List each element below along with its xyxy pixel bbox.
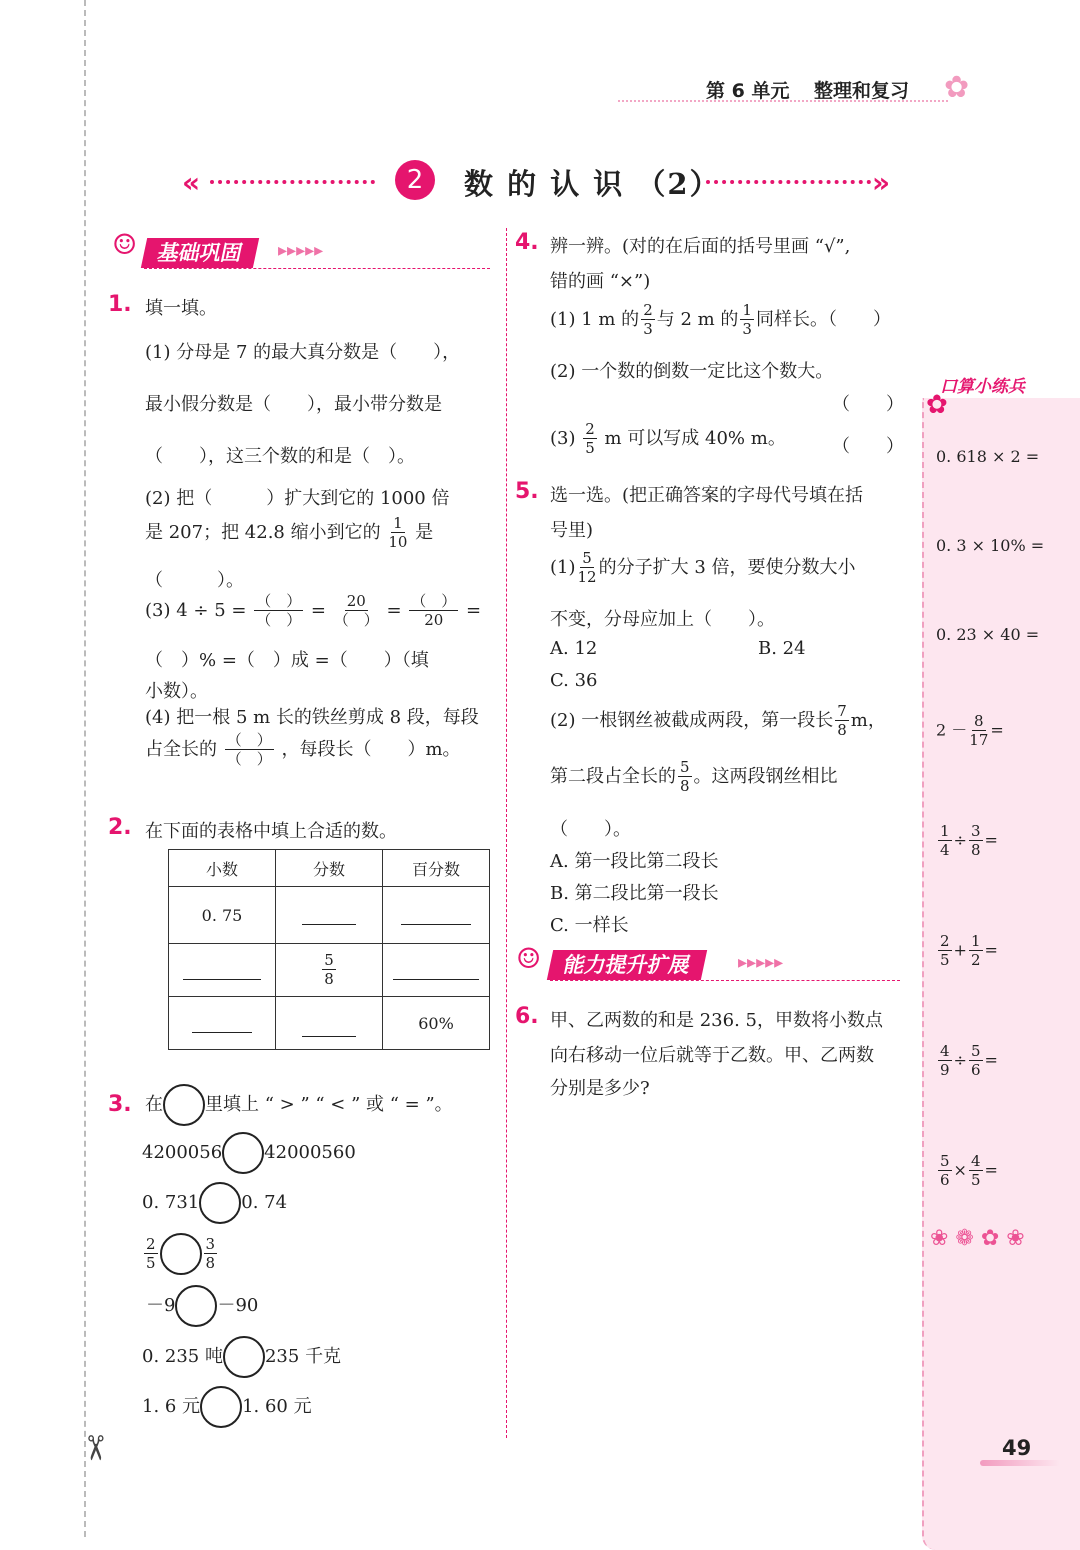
q1-number: 1.	[108, 292, 132, 317]
q3-number: 3.	[108, 1092, 132, 1117]
q4-title2: 错的画 “×”)	[550, 271, 651, 292]
fraction: $\frac{2}{3}$	[643, 301, 653, 338]
q5-option-c: C. 36	[550, 670, 598, 691]
q4-s2-paren[interactable]: （ ）	[832, 394, 904, 415]
compare-circle[interactable]	[222, 1132, 264, 1174]
shell-decoration-icon: ❀ ❁ ✿ ❀	[930, 1226, 1025, 1251]
flower-icon: ✿	[926, 390, 948, 420]
q2-number: 2.	[108, 815, 132, 840]
q1-p2c: （ ）。	[145, 570, 244, 591]
title-dots-right	[706, 180, 871, 184]
title-dots-left	[210, 180, 375, 184]
table-cell: $\frac{5}{8}$	[276, 944, 383, 997]
q6-number: 6.	[515, 1004, 539, 1029]
compare-circle[interactable]	[223, 1336, 265, 1378]
left-arrows-icon: «	[182, 166, 201, 199]
q3-item	[142, 1233, 219, 1275]
right-arrows-icon: »	[872, 166, 891, 199]
section-advanced: 能力提升扩展	[547, 950, 707, 980]
q6-line3: 分别是多少?	[550, 1078, 650, 1099]
section-rule-left	[144, 268, 490, 269]
compare-circle[interactable]	[160, 1233, 202, 1275]
unit-title: 整理和复习	[814, 80, 910, 102]
mental-item: 0. 3 × 10% =	[936, 536, 1045, 555]
compare-circle[interactable]	[199, 1182, 241, 1224]
q6-line1: 甲、乙两数的和是 236. 5，甲数将小数点	[550, 1010, 883, 1031]
answer-blank[interactable]	[383, 944, 490, 997]
conversion-table	[168, 849, 490, 1050]
q5-s2c: （ ）。	[550, 819, 631, 840]
q6-line2: 向右移动一位后就等于乙数。甲、乙两数	[550, 1045, 874, 1066]
chapter-badge: 2	[395, 160, 435, 200]
blank-fraction: $\frac{( )}{( )}$	[256, 592, 302, 629]
section-rule-right	[550, 980, 900, 981]
mental-math-sidebar	[922, 398, 1080, 1550]
q5-number: 5.	[515, 479, 539, 504]
table-cell: 0. 75	[169, 887, 276, 944]
q1-p2b: 是 207；把 42.8 缩小到它的 $\frac{1}{10}$ 是	[145, 514, 434, 551]
answer-blank[interactable]	[169, 997, 276, 1050]
q5-option2-c: C. 一样长	[550, 915, 629, 936]
q1-p1b: 最小假分数是（ ），最小带分数是	[145, 394, 442, 415]
fraction: $\frac{( )}{20}$	[411, 592, 457, 629]
mental-item: $\frac{4}{9}$ ÷ $\frac{5}{6}$ =	[940, 1042, 998, 1079]
fraction: $\frac{20}{( )}$	[333, 592, 379, 629]
compare-circle	[163, 1084, 205, 1126]
fraction: $\frac{1}{3}$	[742, 301, 752, 338]
q1-p3b: （ ）% =（ ）成 =（ ）（填	[145, 650, 429, 671]
q1-p1a: (1) 分母是 7 的最大真分数是（ ），	[145, 342, 461, 363]
q5-option-a: A. 12	[550, 638, 598, 659]
page-number-bar	[980, 1460, 1060, 1466]
q3-item: －9 －90	[146, 1285, 258, 1327]
fraction: $\frac{2}{5}$	[146, 1235, 156, 1272]
table-header: 百分数	[383, 850, 490, 887]
girl-icon: ☺	[516, 942, 542, 975]
scissors-icon: ✂	[74, 1433, 115, 1463]
q5-option-b: B. 24	[758, 638, 806, 659]
blank-fraction: $\frac{( )}{( )}$	[226, 731, 272, 768]
q3-item: 0. 235 吨 235 千克	[142, 1336, 341, 1378]
mental-item: 0. 23 × 40 =	[936, 625, 1040, 644]
q2-title: 在下面的表格中填上合适的数。	[145, 821, 397, 842]
section-basic: 基础巩固	[141, 238, 259, 268]
q3-item: 4200056 42000560	[142, 1132, 356, 1174]
mental-item: $\frac{5}{6}$ × $\frac{4}{5}$ =	[940, 1152, 998, 1189]
q5-s2b: 第二段占全长的 $\frac{5}{8}$ 。这两段钢丝相比	[550, 758, 838, 795]
q1-p2a: (2) 把（ ）扩大到它的 1000 倍	[145, 488, 450, 509]
mental-item: $\frac{2}{5}$ + $\frac{1}{2}$ =	[940, 932, 998, 969]
q5-s1b: 不变，分母应加上（ ）。	[550, 609, 775, 630]
fraction: $\frac{2}{5}$	[585, 420, 595, 457]
q4-s3: (3) $\frac{2}{5}$ m 可以写成 40% m。	[550, 420, 786, 457]
q1-p4b: 占全长的 $\frac{( )}{( )}$ ，每段长（ ）m。	[145, 731, 461, 768]
fraction: $\frac{3}{8}$	[205, 1235, 216, 1272]
q1-p3c: 小数）。	[145, 681, 208, 702]
header-rule	[618, 100, 948, 102]
girl-icon: ☺	[112, 228, 138, 261]
q1-p4a: (4) 把一根 5 m 长的铁丝剪成 8 段，每段	[145, 707, 479, 728]
mental-item: 2 － $\frac{8}{17}$ =	[936, 712, 1004, 749]
table-header: 分数	[276, 850, 383, 887]
answer-blank[interactable]	[383, 887, 490, 944]
q5-option2-b: B. 第二段比第一段长	[550, 883, 719, 904]
q5-title: 选一选。(把正确答案的字母代号填在括	[550, 485, 864, 506]
q3-item: 0. 731 0. 74	[142, 1182, 287, 1224]
chapter-title: 数 的 认 识 （2）	[464, 167, 721, 201]
q5-title2: 号里)	[550, 520, 594, 541]
q1-title: 填一填。	[145, 298, 217, 319]
page-number: 49	[1002, 1436, 1032, 1460]
answer-blank[interactable]	[169, 944, 276, 997]
q4-s3-paren[interactable]: （ ）	[832, 436, 904, 457]
q1-p3a: (3) 4 ÷ 5 = $\frac{( )}{( )}$ = $\frac{20}{( )}$ = $\frac{( )}{20}$ =	[145, 592, 482, 629]
q4-number: 4.	[515, 230, 539, 255]
table-cell: 60%	[383, 997, 490, 1050]
q4-s2: (2) 一个数的倒数一定比这个数大。	[550, 361, 834, 382]
q4-s1: (1) 1 m 的 $\frac{2}{3}$ 与 2 m 的 $\frac{1}{3}$ 同样长。（ ）	[550, 301, 891, 338]
fraction: $\frac{1}{10}$	[388, 514, 408, 551]
sidebar-title: 口算小练兵	[940, 377, 1025, 397]
fraction: $\frac{7}{8}$	[837, 702, 847, 739]
banner-arrows-icon: ▸▸▸▸▸	[738, 952, 784, 973]
q1-p1c: （ ），这三个数的和是（ ）。	[145, 446, 415, 467]
fraction: $\frac{5}{12}$	[577, 549, 597, 586]
q3-title: 在 里填上 “ > ” “ < ” 或 “ = ”。	[145, 1084, 453, 1126]
banner-arrows-icon: ▸▸▸▸▸	[278, 240, 324, 261]
cut-line	[84, 0, 86, 1537]
mental-item: $\frac{1}{4}$ ÷ $\frac{3}{8}$ =	[940, 822, 998, 859]
fraction: $\frac{5}{8}$	[680, 758, 690, 795]
answer-blank[interactable]	[276, 997, 383, 1050]
q5-s2: (2) 一根钢丝被截成两段，第一段长 $\frac{7}{8}$ m，	[550, 702, 886, 739]
column-divider	[506, 228, 507, 1438]
mental-item: 0. 618 × 2 =	[936, 447, 1040, 466]
compare-circle[interactable]	[175, 1285, 217, 1327]
q3-item: 1. 6 元 1. 60 元	[142, 1386, 312, 1428]
q4-title: 辨一辨。(对的在后面的括号里画 “√”,	[550, 236, 851, 257]
q5-s1: (1) $\frac{5}{12}$ 的分子扩大 3 倍，要使分数大小	[550, 549, 856, 586]
compare-circle[interactable]	[200, 1386, 242, 1428]
q5-option2-a: A. 第一段比第二段长	[550, 851, 719, 872]
table-header: 小数	[169, 850, 276, 887]
answer-blank[interactable]	[276, 887, 383, 944]
flower-icon: ✿	[944, 70, 970, 105]
unit-label: 第 6 单元	[706, 80, 790, 102]
